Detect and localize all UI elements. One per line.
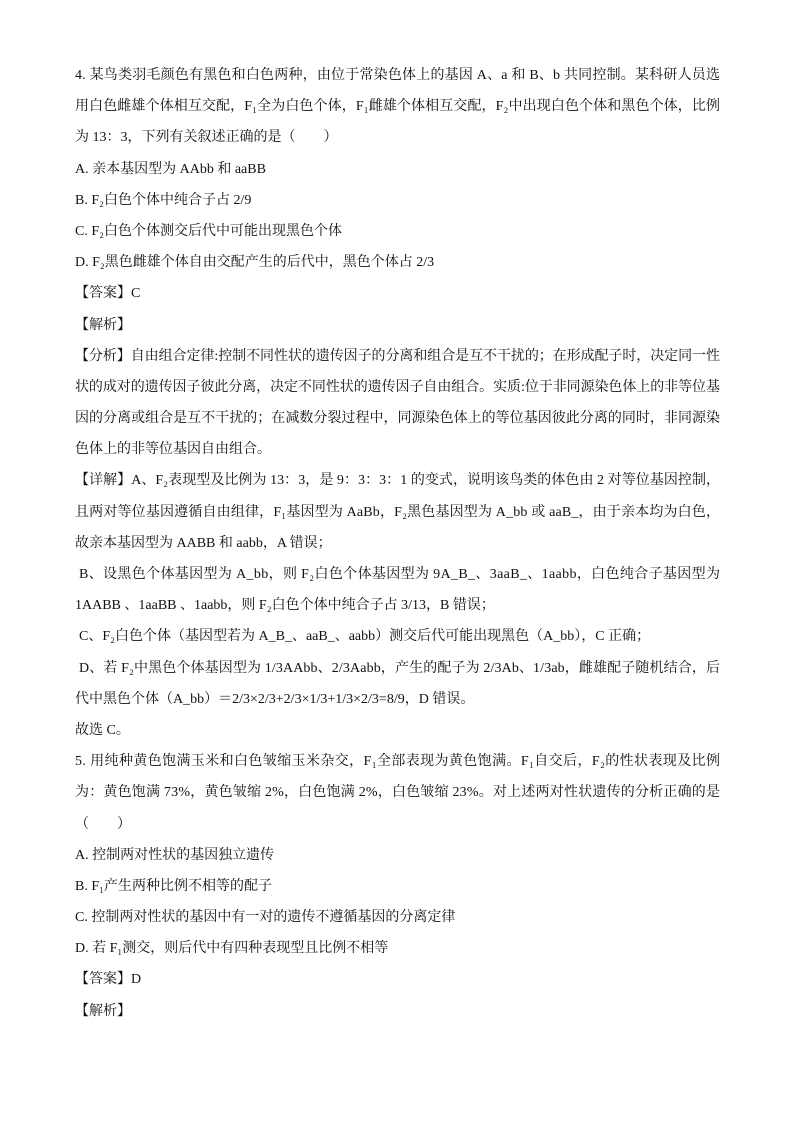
q4-analysis-line-2 — [75, 372, 720, 403]
q5-option-b — [75, 871, 720, 902]
q4-detail-line-7 — [75, 653, 720, 684]
q4-analysis-text-2: 状的成对的遗传因子彼此分离，决定不同性状的遗传因子自由组合。实质:位于非同源染色体上的非等位基 — [75, 379, 720, 395]
q4-detail-text-3: 故亲本基因型为 AABB 和 aabb，A 错误； — [75, 535, 332, 551]
q4-detail-line-4 — [75, 559, 720, 590]
q4-detail-text-7: D、若 F₂中黑色个体基因型为 1/3AAbb、2/3Aabb，产生的配子为 2/3Ab、1/3ab，雌雄配子随机结合，后 — [79, 660, 721, 676]
q4-stem-text-3: 为 13：3，下列有关叙述正确的是（ ） — [75, 130, 338, 146]
q4-analysis-line-4 — [75, 434, 720, 465]
q4-stem-line-2 — [75, 91, 720, 122]
q4-analysis-line-1 — [75, 341, 720, 372]
q5-stem-line-2 — [75, 777, 720, 808]
q5-answer — [75, 964, 720, 995]
q5-stem-text-1: 5. 用纯种黄色饱满玉米和白色皱缩玉米杂交，F₁全部表现为黄色饱满。F₁自交后，F₂的性状表现及比例 — [75, 754, 721, 770]
q4-option-c-text: C. F₂白色个体测交后代中可能出现黑色个体 — [75, 223, 343, 239]
q4-detail-line-5 — [75, 590, 720, 621]
q4-detail-text-1: 【详解】A、F₂表现型及比例为 13：3，是 9：3：3：1 的变式，说明该鸟类的体色由 2 对等位基因控制， — [75, 473, 721, 489]
q4-analysis-text-1: 【分析】自由组合定律:控制不同性状的遗传因子的分离和组合是互不干扰的；在形成配子时，决定同一性 — [75, 348, 720, 364]
q5-option-d — [75, 933, 720, 964]
q5-option-c-text: C. 控制两对性状的基因中有一对的遗传不遵循基因的分离定律 — [75, 910, 456, 926]
q4-detail-line-3 — [75, 528, 720, 559]
q4-analysis-line-3 — [75, 403, 720, 434]
q4-detail-text-4: B、设黑色个体基因型为 A_bb，则 F₂白色个体基因型为 9A_B_、3aaB_、1aabb，白色纯合子基因型为 — [79, 567, 721, 582]
q4-analysis-text-3: 因的分离或组合是互不干扰的；在减数分裂过程中，同源染色体上的等位基因彼此分离的同时，非同源染 — [75, 411, 721, 427]
q5-option-b-text: B. F₁产生两种比例不相等的配子 — [75, 878, 273, 894]
q4-option-a-text: A. 亲本基因型为 AAbb 和 aaBB — [75, 161, 266, 177]
q5-stem-line-3 — [75, 809, 720, 840]
q4-stem-line-3 — [75, 122, 720, 153]
q4-detail-line-2 — [75, 497, 720, 528]
q4-answer-text: 【答案】C — [75, 286, 141, 302]
q5-stem-text-2: 为：黄色饱满 73%，黄色皱缩 2%，白色饱满 2%，白色皱缩 23%。对上述两对性状遗传的分析正确的是 — [75, 785, 721, 801]
q5-analysis-label — [75, 996, 720, 1027]
q4-answer — [75, 278, 720, 309]
q4-analysis-text-4: 色体上的非等位基因自由组合。 — [75, 442, 271, 458]
q4-detail-text-2: 且两对等位基因遵循自由组律，F₁基因型为 AaBb，F₂黑色基因型为 A_bb 或 aaB_，由于亲本均为白色， — [75, 504, 721, 520]
q4-detail-line-8 — [75, 684, 720, 715]
q4-conclusion — [75, 715, 720, 746]
q4-option-a — [75, 154, 720, 185]
q5-stem-line-1 — [75, 746, 720, 777]
q4-stem-text-2: 用白色雌雄个体相互交配，F₁全为白色个体，F₁雌雄个体相互交配，F₂中出现白色个体和黑色个体，比例 — [75, 99, 721, 115]
q5-option-a-text: A. 控制两对性状的基因独立遗传 — [75, 847, 275, 863]
q4-detail-line-1 — [75, 465, 720, 496]
q5-option-c — [75, 902, 720, 933]
q4-detail-text-5: 1AABB 、1aaBB 、1aabb，则 F₂白色个体中纯合子占 3/13，B 错误； — [75, 598, 495, 614]
q4-option-b — [75, 185, 720, 216]
q4-option-d-text: D. F₂黑色雌雄个体自由交配产生的后代中，黑色个体占 2/3 — [75, 255, 435, 271]
q5-analysis-label-text: 【解析】 — [75, 1003, 131, 1019]
q4-option-c — [75, 216, 720, 247]
q4-option-b-text: B. F₂白色个体中纯合子占 2/9 — [75, 192, 252, 208]
q4-detail-text-6: C、F₂白色个体（基因型若为 A_B_、aaB_、aabb）测交后代可能出现黑色（A_bb），C 正确； — [79, 629, 651, 645]
q5-answer-text: 【答案】D — [75, 972, 142, 988]
q4-option-d — [75, 247, 720, 278]
q4-analysis-label-text: 【解析】 — [75, 317, 131, 333]
q5-option-a — [75, 840, 720, 871]
q4-conclusion-text: 故选 C。 — [75, 722, 130, 738]
q5-stem-text-3: （ ） — [75, 816, 131, 832]
q4-stem-line-1 — [75, 60, 720, 91]
q4-stem-text-1: 4. 某鸟类羽毛颜色有黑色和白色两种，由位于常染色体上的基因 A、a 和 B、b 共同控制。某科研人员选 — [75, 68, 721, 83]
q4-detail-text-8: 代中黑色个体（A_bb）＝2/3×2/3+2/3×1/3+1/3×2/3=8/9，D 错误。 — [75, 691, 475, 707]
q5-option-d-text: D. 若 F₁测交，则后代中有四种表现型且比例不相等 — [75, 941, 389, 957]
q4-analysis-label — [75, 310, 720, 341]
document-body — [75, 60, 720, 1027]
q4-detail-line-6 — [75, 621, 720, 652]
